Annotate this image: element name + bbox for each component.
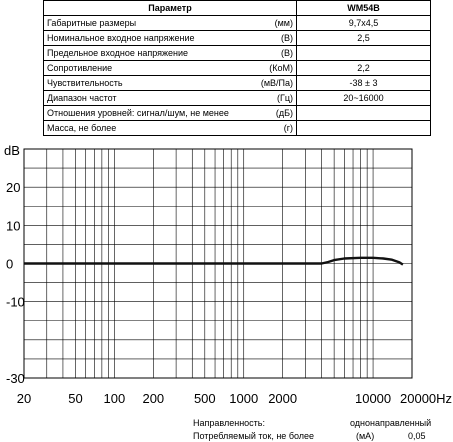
y-tick-label: 10 <box>6 218 21 234</box>
param-name: Предельное входное напряжение <box>44 46 241 61</box>
x-tick-label: 20 <box>16 391 32 406</box>
x-tick-label: 1000 <box>229 391 259 406</box>
x-tick-label: 500 <box>193 391 216 406</box>
param-unit: (г) <box>241 121 297 136</box>
param-value: 9,7x4,5 <box>297 16 431 31</box>
param-name: Номинальное входное напряжение <box>44 31 241 46</box>
param-name: Масса, не более <box>44 121 241 136</box>
table-row <box>44 31 431 46</box>
spec-table-header <box>44 1 431 16</box>
param-name: Отношения уровней: сигнал/шум, не менее <box>44 106 241 121</box>
y-tick-label: 20 <box>6 180 21 196</box>
param-value: 2,5 <box>297 31 431 46</box>
param-name: Габаритные размеры <box>44 16 241 31</box>
param-value: -38 ± 3 <box>297 76 431 91</box>
directionality-label: Направленность: <box>193 418 265 428</box>
param-unit: (мВ/Па) <box>241 76 297 91</box>
directionality-value: однонаправленный <box>350 418 432 428</box>
spec-table <box>43 0 431 136</box>
header-param: Параметр <box>44 1 297 16</box>
y-axis-unit-label: dB <box>4 143 20 158</box>
param-name: Диапазон частот <box>44 91 241 106</box>
param-value <box>297 121 431 136</box>
y-tick-label: -30 <box>6 371 25 386</box>
table-row <box>44 16 431 31</box>
param-name: Сопротивление <box>44 61 241 76</box>
y-tick-label: -10 <box>6 294 25 310</box>
param-value: 2,2 <box>297 61 431 76</box>
x-tick-label: 200 <box>142 391 165 406</box>
header-model: WM54B <box>297 1 431 16</box>
x-tick-label: 100 <box>103 391 126 406</box>
current-unit: (мА) <box>356 431 375 441</box>
param-unit: (В) <box>241 46 297 61</box>
table-row <box>44 106 431 121</box>
table-row <box>44 46 431 61</box>
param-value <box>297 106 431 121</box>
x-tick-label: 10000 <box>354 391 392 406</box>
table-row <box>44 76 431 91</box>
y-tick-label: 0 <box>6 256 14 272</box>
param-unit: (В) <box>241 31 297 46</box>
current-value: 0,05 <box>408 431 426 441</box>
x-tick-label: 2000 <box>268 391 298 406</box>
param-value <box>297 46 431 61</box>
param-value: 20~16000 <box>297 91 431 106</box>
current-label: Потребляемый ток, не более <box>193 431 315 441</box>
table-row <box>44 121 431 136</box>
table-row <box>44 61 431 76</box>
param-unit: (дБ) <box>241 106 297 121</box>
param-unit: (Гц) <box>241 91 297 106</box>
x-tick-label: 50 <box>68 391 83 406</box>
table-row <box>44 91 431 106</box>
frequency-response-chart <box>0 138 453 412</box>
param-unit: (КоМ) <box>241 61 297 76</box>
param-name: Чувствительность <box>44 76 241 91</box>
param-unit: (мм) <box>241 16 297 31</box>
x-tick-label: 20000Hz <box>400 391 453 406</box>
